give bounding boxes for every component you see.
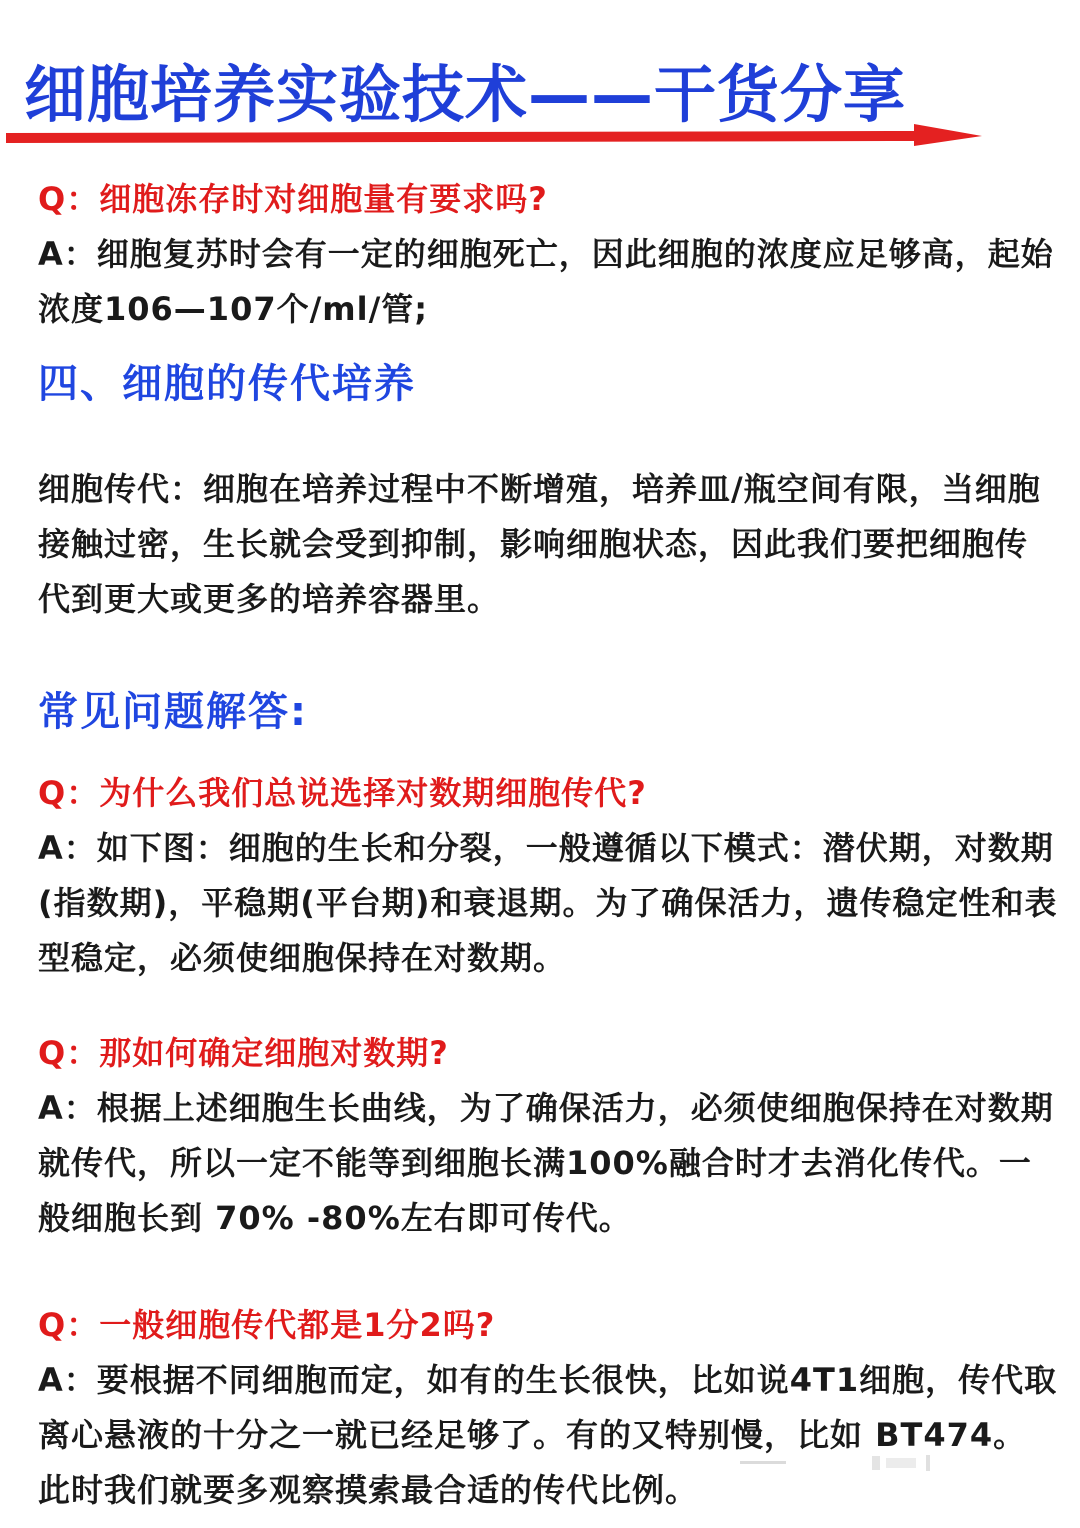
answer-text: A：如下图：细胞的生长和分裂，一般遵循以下模式：潜伏期，对数期(指数期)，平稳期(平台期)和衰退期。为了确保活力，遗传稳定性和表型稳定，必须使细胞保持在对数期。 <box>38 829 1058 977</box>
answer-text: A：根据上述细胞生长曲线，为了确保活力，必须使细胞保持在对数期就传代，所以一定不能等到细胞长满100%融合时才去消化传代。一般细胞长到 70% -80%左右即可传代。 <box>38 1089 1054 1237</box>
question-text: Q：为什么我们总说选择对数期细胞传代? <box>38 774 647 812</box>
answer-text: A：要根据不同细胞而定，如有的生长很快，比如说4T1细胞，传代取离心悬液的十分之一就已经足够了。有的又特别慢，比如 BT474。此时我们就要多观察摸索最合适的传代比例。 <box>38 1361 1058 1509</box>
qa-freeze <box>38 172 1058 337</box>
answer-text: A：细胞复苏时会有一定的细胞死亡，因此细胞的浓度应足够高，起始浓度106—107个/ml/管; <box>38 235 1054 328</box>
question-text: Q：一般细胞传代都是1分2吗? <box>38 1306 496 1344</box>
faq-heading: 常见问题解答: <box>38 689 308 735</box>
subculture-paragraph: 细胞传代：细胞在培养过程中不断增殖，培养皿/瓶空间有限，当细胞接触过密，生长就会受到抑制，影响细胞状态，因此我们要把细胞传代到更大或更多的培养容器里。 <box>38 470 1041 618</box>
faq-item <box>38 1026 1058 1246</box>
arrow-shape <box>6 124 982 146</box>
faq-item <box>38 766 1058 986</box>
faq-item <box>38 1298 1058 1518</box>
title-underline-arrow <box>6 124 982 152</box>
page-title: 细胞培养实验技术——干货分享 <box>24 58 907 131</box>
question-text: Q：细胞冻存时对细胞量有要求吗? <box>38 180 548 218</box>
question-text: Q：那如何确定细胞对数期? <box>38 1034 449 1072</box>
section-heading-subculture: 四、细胞的传代培养 <box>38 361 416 407</box>
watermark-mark <box>740 1452 940 1474</box>
